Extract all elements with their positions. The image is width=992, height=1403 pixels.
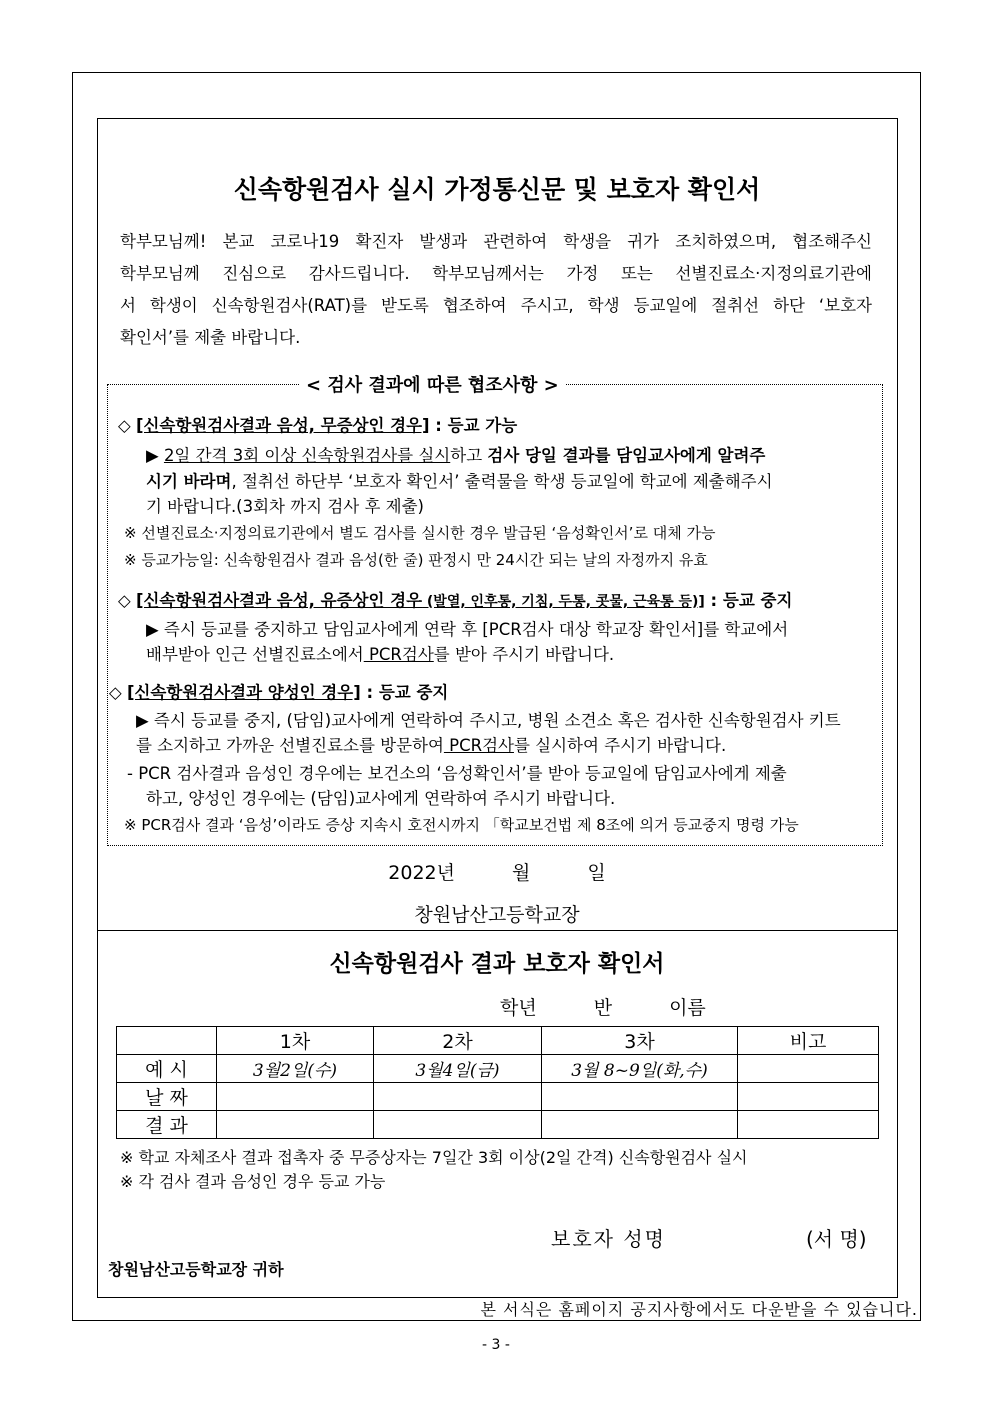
bold-text: 시기 바라며 [146,472,232,491]
table-cell[interactable] [374,1111,542,1139]
case1-note: ※ 등교가능일: 신속항원검사 결과 음성(한 줄) 판정시 만 24시간 되는 날의 자정까지 유효 [124,551,708,569]
table-header: 3차 [542,1027,738,1055]
text: , 절취선 하단부 ‘보호자 확인서’ 출력물을 학생 등교일에 학교에 제출해주시 [231,472,773,491]
row-label: 날 짜 [117,1083,217,1111]
underlined-text: PCR검사 [363,645,434,664]
table-cell[interactable] [738,1111,879,1139]
row-label: 결 과 [117,1111,217,1139]
table-header [117,1027,217,1055]
case2-heading [118,587,792,611]
case3-line: - PCR 검사결과 음성인 경우에는 보건소의 ‘음성확인서’를 받아 등교일에 담임교사에게 제출 [127,764,787,783]
case2-result: : 등교 중지 [704,591,793,610]
page-title: 신속항원검사 실시 가정통신문 및 보호자 확인서 [233,175,761,204]
addressee: 창원남산고등학교장 귀하 [108,1260,284,1279]
text: 를 실시하여 주시기 바랍니다. [513,736,727,755]
table-header: 2차 [374,1027,542,1055]
intro-line: 서 학생이 신속항원검사(RAT)를 받도록 협조하여 주시고, 학생 등교일에 절취선 하단 ‘보호자 [120,296,872,315]
case2-title [136,591,705,610]
cut-line [97,930,897,931]
text: [신속항원검사결과 음성, 유증상인 경우 [135,591,423,610]
diamond-icon: ◇ [118,591,131,610]
table-row [117,1111,879,1139]
case3-line: ▶ 즉시 등교를 중지, (담임)교사에게 연락하여 주시고, 병원 소견소 혹은 검사한 신속항원검사 키트 [136,711,841,730]
table-note: ※ 각 검사 결과 음성인 경우 등교 가능 [120,1172,386,1191]
case3-note: ※ PCR검사 결과 ‘음성’이라도 증상 지속시 호전시까지 「학교보건법 제 8조에 의거 등교중지 명령 가능 [124,816,799,834]
section-heading: < 검사 결과에 따른 협조사항 > [300,371,565,397]
underlined-text: 2일 간격 3회 이상 신속항원검사를 실시 [163,446,451,465]
table-cell[interactable] [542,1111,738,1139]
form-title: 신속항원검사 결과 보호자 확인서 [329,951,665,977]
date-line: 2022년 월 일 [388,862,606,884]
guardian-signature-label: 보호자 성명 [551,1227,666,1251]
intro-line: 확인서’를 제출 바랍니다. [120,328,301,347]
table-cell[interactable] [217,1111,374,1139]
text: 를 받아 주시기 바랍니다. [433,645,615,664]
signature-mark[interactable]: (서 명) [806,1227,867,1251]
case2-line [146,641,614,665]
table-cell[interactable] [542,1083,738,1111]
intro-line: 학부모님께! 본교 코로나19 확진자 발생과 관련하여 학생을 귀가 조치하였으며, 협조해주신 [120,232,872,251]
case3-heading [109,679,448,703]
case3-line: 하고, 양성인 경우에는 (담임)교사에게 연락하여 주시기 바랍니다. [146,789,616,808]
underlined-text: PCR검사 [443,736,514,755]
table-cell: 3월 8~9일(화,수) [542,1055,738,1083]
case1-heading [118,412,517,436]
symptoms: (발열, 인후통, 기침, 두통, 콧물, 근육통 등)] [422,594,705,610]
case1-title: [신속항원검사결과 음성, 무증상인 경우] [135,416,430,435]
case1-line: 기 바랍니다.(3회차 까지 검사 후 제출) [146,497,424,516]
case2-line: ▶ 즉시 등교를 중지하고 담임교사에게 연락 후 [PCR검사 대상 학교장 확인서]를 학교에서 [146,620,789,639]
text: 배부받아 인근 선별진료소에서 [146,645,364,664]
table-header: 1차 [217,1027,374,1055]
text: 를 소지하고 가까운 선별진료소를 방문하여 [136,736,444,755]
row-label: 예 시 [117,1055,217,1083]
table-cell: 3월4일(금) [374,1055,542,1083]
page-number: - 3 - [482,1337,510,1353]
case1-result: : 등교 가능 [429,416,518,435]
table-header-row [117,1027,879,1055]
table-cell[interactable] [374,1083,542,1111]
table-header: 비고 [738,1027,879,1055]
bold-text: 검사 당일 결과를 담임교사에게 알려주 [487,446,766,465]
table-cell[interactable] [738,1083,879,1111]
case1-line [146,442,765,466]
table-row [117,1055,879,1083]
table-row [117,1083,879,1111]
class-name-line: 학년 반 이름 [500,997,706,1019]
case1-line [146,468,773,492]
case3-title: [신속항원검사결과 양성인 경우] [126,683,361,702]
download-note: 본 서식은 홈페이지 공지사항에서도 다운받을 수 있습니다. [480,1300,918,1319]
diamond-icon: ◇ [118,416,131,435]
table-note: ※ 학교 자체조사 결과 접촉자 중 무증상자는 7일간 3회 이상(2일 간격) 신속항원검사 실시 [120,1148,748,1167]
case3-result: : 등교 중지 [360,683,449,702]
case3-line [136,732,726,756]
school-principal: 창원남산고등학교장 [414,904,580,926]
text: 하고 [450,446,488,465]
intro-paragraph [120,226,872,354]
triangle-bullet-icon: ▶ [146,446,164,465]
intro-line: 학부모님께 진심으로 감사드립니다. 학부모님께서는 가정 또는 선별진료소·지정의료기관에 [120,264,872,283]
result-table [116,1026,879,1139]
table-cell: 3월2일(수) [217,1055,374,1083]
table-cell[interactable] [738,1055,879,1083]
diamond-icon: ◇ [109,683,122,702]
case1-note: ※ 선별진료소·지정의료기관에서 별도 검사를 실시한 경우 발급된 ‘음성확인서’로 대체 가능 [124,524,716,542]
table-cell[interactable] [217,1083,374,1111]
